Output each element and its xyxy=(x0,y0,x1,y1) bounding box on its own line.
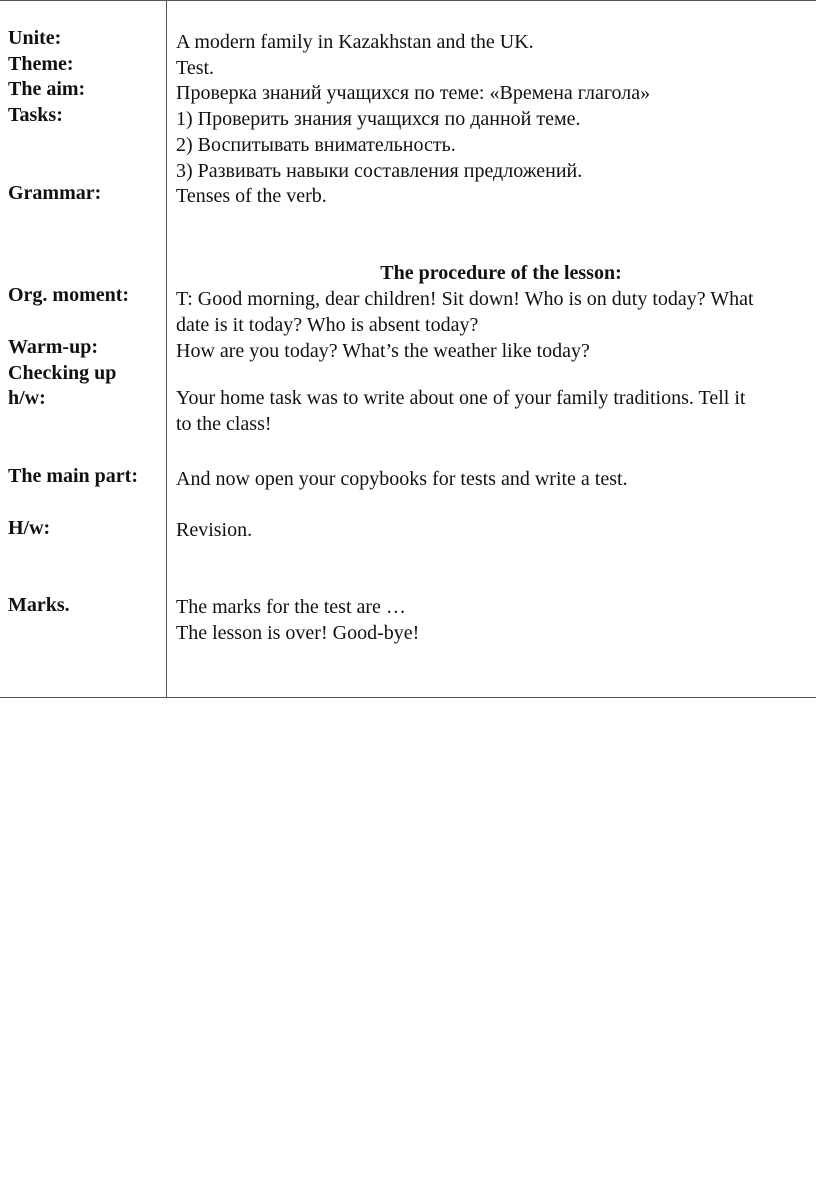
label-warm-up: Warm-up: xyxy=(8,336,98,358)
checking-hw-text-line: Your home task was to write about one of your family traditions. Tell it xyxy=(176,387,746,409)
label-theme: Theme: xyxy=(8,53,74,75)
label-hw-checking: h/w: xyxy=(8,387,46,409)
label-checking-up: Checking up xyxy=(8,362,117,384)
task-item: 1) Проверить знания учащихся по данной теме. xyxy=(176,108,581,130)
org-moment-text-line: date is it today? Who is absent today? xyxy=(176,314,479,336)
label-main-part: The main part: xyxy=(8,465,138,487)
marks-text-line: The lesson is over! Good-bye! xyxy=(176,622,420,644)
column-divider xyxy=(166,1,167,697)
label-unite: Unite: xyxy=(8,27,62,49)
main-part-text: And now open your copybooks for tests and write a test. xyxy=(176,468,628,490)
procedure-heading: The procedure of the lesson: xyxy=(380,262,622,284)
label-marks: Marks. xyxy=(8,594,70,616)
warm-up-text: How are you today? What’s the weather like today? xyxy=(176,340,590,362)
grammar-text: Tenses of the verb. xyxy=(176,185,327,207)
label-aim: The aim: xyxy=(8,78,86,100)
unite-text: A modern family in Kazakhstan and the UK. xyxy=(176,31,534,53)
label-tasks: Tasks: xyxy=(8,104,63,126)
hw-text: Revision. xyxy=(176,519,253,541)
label-org-moment: Org. moment: xyxy=(8,284,130,306)
label-grammar: Grammar: xyxy=(8,182,102,204)
checking-hw-text-line: to the class! xyxy=(176,413,272,435)
org-moment-text-line: T: Good morning, dear children! Sit down! Who is on duty today? What xyxy=(176,288,754,310)
task-item: 2) Воспитывать внимательность. xyxy=(176,134,456,156)
theme-text: Test. xyxy=(176,57,215,79)
task-item: 3) Развивать навыки составления предложений. xyxy=(176,160,583,182)
aim-text: Проверка знаний учащихся по теме: «Времена глагола» xyxy=(176,82,651,104)
label-hw: H/w: xyxy=(8,517,51,539)
marks-text-line: The marks for the test are … xyxy=(176,596,406,618)
